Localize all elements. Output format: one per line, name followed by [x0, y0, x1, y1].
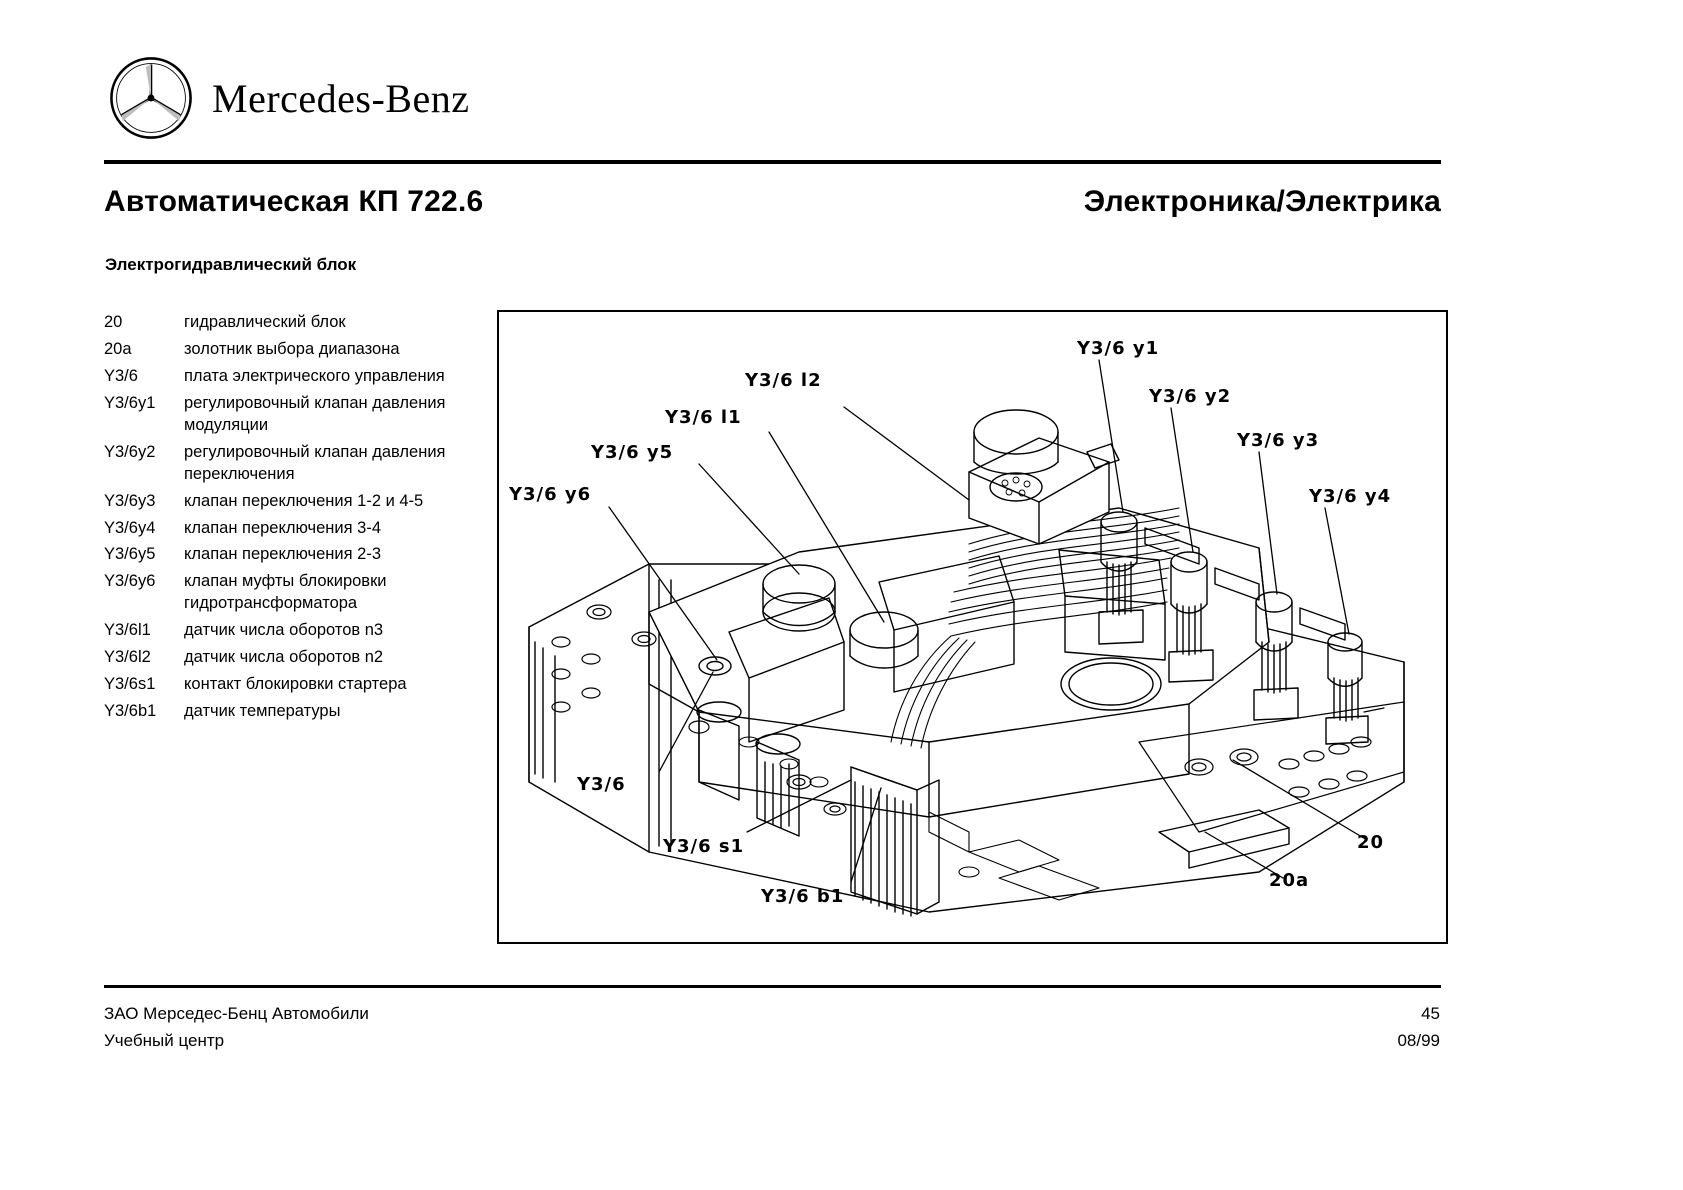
legend-value: плата электрического управления: [184, 366, 445, 385]
list-item: [104, 312, 484, 334]
legend-value: датчик числа оборотов n3: [184, 621, 384, 640]
callout-y3-6-l2: Y3/6 l2: [745, 370, 822, 391]
page-title: Автоматическая КП 722.6: [104, 185, 484, 218]
date-code: 08/99: [1397, 1031, 1440, 1051]
header-divider: [104, 160, 1441, 164]
list-item: [104, 442, 484, 486]
page-subtitle: Электрогидравлический блок: [105, 255, 357, 274]
legend-list: [104, 312, 484, 728]
list-item: [104, 571, 484, 615]
list-item: [104, 339, 484, 361]
legend-key: 20: [104, 313, 123, 331]
callout-y3-6-y1: Y3/6 y1: [1077, 338, 1160, 359]
legend-value: клапан переключения 2-3: [184, 545, 381, 564]
legend-key: Y3/6y5: [104, 545, 156, 564]
list-item: [104, 701, 484, 723]
mercedes-star-icon: [108, 55, 194, 141]
list-item: [104, 366, 484, 388]
legend-value: клапан переключения 3-4: [184, 518, 381, 537]
section-title: Электроника/Электрика: [1083, 185, 1441, 218]
legend-value: регулировочный клапан давления модуляции: [184, 393, 446, 434]
footer-divider: [104, 985, 1441, 988]
legend-key: Y3/6y1: [104, 393, 156, 412]
callout-y3-6-b1: Y3/6 b1: [761, 886, 845, 907]
callout-y3-6-s1: Y3/6 s1: [663, 836, 745, 857]
callout-y3-6-y4: Y3/6 y4: [1309, 486, 1392, 507]
list-item: [104, 544, 484, 566]
legend-value: клапан муфты блокировки гидротрансформатора: [184, 572, 387, 613]
footer-company-line1: ЗАО Мерседес-Бенц Автомобили: [104, 1004, 369, 1023]
footer-company: [104, 1000, 369, 1054]
brand-name: Mercedes-Benz: [212, 75, 470, 121]
page-number: 45: [1421, 1004, 1440, 1023]
list-item: [104, 620, 484, 642]
callout-num-20a: 20a: [1269, 870, 1310, 891]
legend-key: Y3/6y6: [104, 572, 156, 591]
legend-value: клапан переключения 1-2 и 4-5: [184, 491, 424, 510]
footer-meta: [1240, 1000, 1440, 1054]
legend-key: 20a: [104, 339, 132, 358]
list-item: [104, 674, 484, 696]
legend-key: Y3/6: [104, 366, 138, 385]
legend-key: Y3/6b1: [104, 702, 157, 721]
callout-y3-6: Y3/6: [577, 774, 626, 795]
brand-logo: [108, 55, 469, 141]
list-item: [104, 393, 484, 437]
legend-key: Y3/6s1: [104, 675, 156, 694]
legend-key: Y3/6y4: [104, 518, 156, 537]
callout-y3-6-y6: Y3/6 y6: [509, 484, 592, 505]
legend-key: Y3/6y3: [104, 491, 156, 510]
legend-key: Y3/6l2: [104, 648, 151, 667]
legend-value: контакт блокировки стартера: [184, 675, 407, 694]
callout-y3-6-l1: Y3/6 l1: [665, 407, 742, 428]
legend-key: Y3/6y2: [104, 442, 156, 461]
legend-value: регулировочный клапан давления переключения: [184, 442, 446, 483]
valve-body-drawing: [499, 312, 1446, 942]
legend-value: датчик температуры: [184, 702, 341, 721]
callout-y3-6-y3: Y3/6 y3: [1237, 430, 1320, 451]
legend-value: гидравлический блок: [184, 313, 346, 331]
title-row: [104, 185, 1441, 219]
callout-y3-6-y2: Y3/6 y2: [1149, 386, 1232, 407]
legend-value: датчик числа оборотов n2: [184, 648, 384, 667]
footer-company-line2: Учебный центр: [104, 1031, 225, 1051]
legend-value: золотник выбора диапазона: [184, 339, 400, 358]
callout-y3-6-y5: Y3/6 y5: [591, 442, 674, 463]
list-item: [104, 647, 484, 669]
technical-illustration: [497, 310, 1448, 944]
list-item: [104, 491, 484, 513]
legend-key: Y3/6l1: [104, 621, 151, 640]
list-item: [104, 518, 484, 540]
callout-num-20: 20: [1357, 832, 1385, 853]
